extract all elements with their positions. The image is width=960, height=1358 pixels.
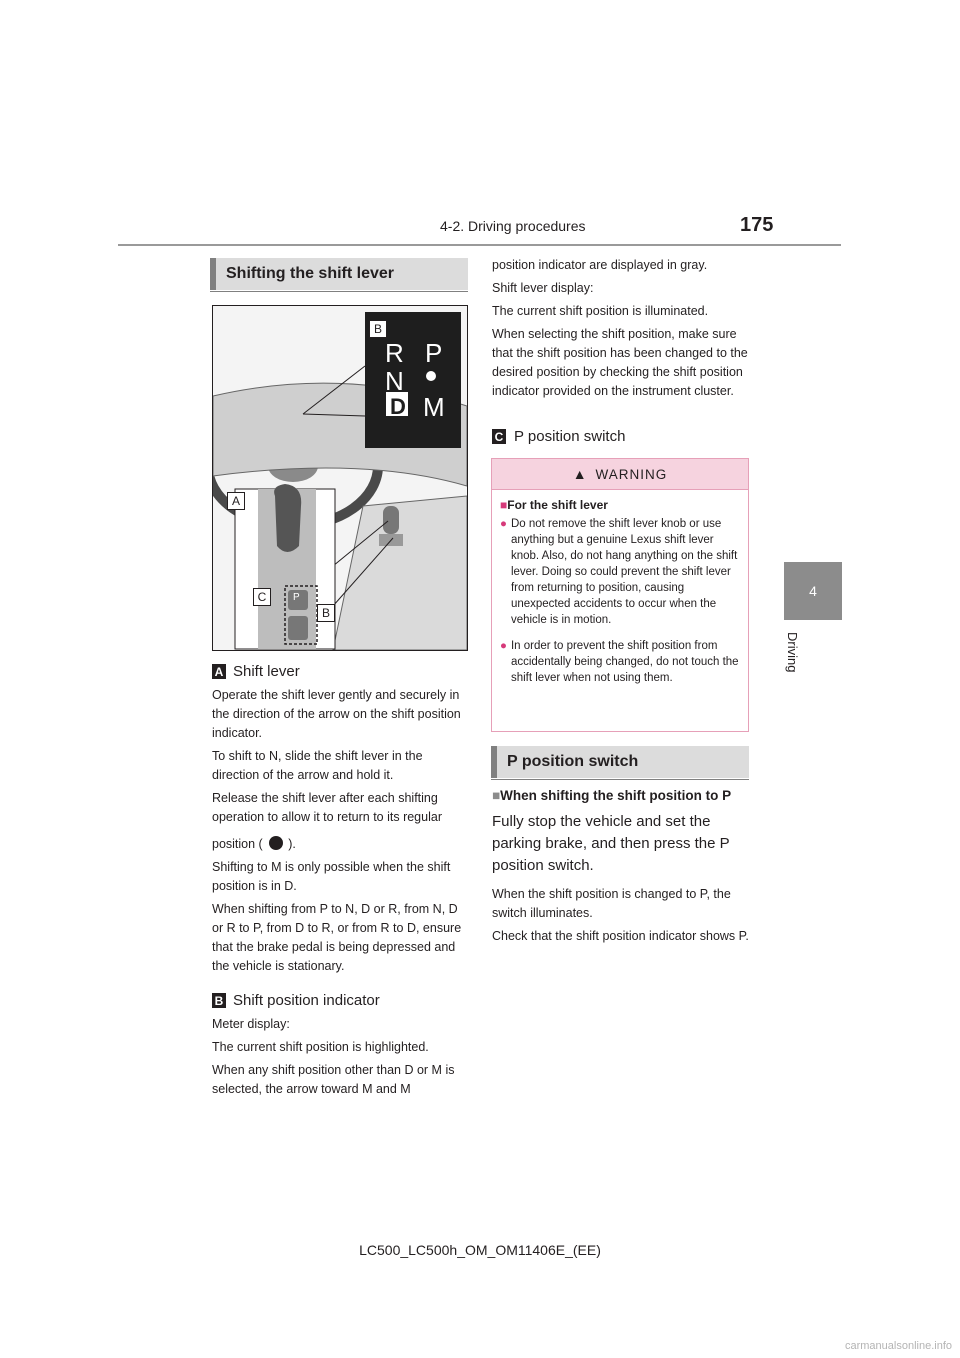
item-shift-lever	[212, 663, 468, 980]
paragraph: The current shift position is highlighted.	[212, 1040, 429, 1054]
display-letter-d: D	[390, 394, 406, 419]
indicator-continued	[492, 256, 750, 405]
lead-text: Fully stop the vehicle and set the parking brake, and then press the P position switch.	[492, 813, 730, 874]
figure-label-a: A	[227, 492, 245, 510]
position-prefix: position (	[212, 837, 263, 851]
warning-title: WARNING	[595, 466, 668, 482]
shift-lever-figure	[212, 305, 468, 651]
paragraph: When shifting from P to N, D or R, from N, D or R to P, from D to R, or from R to D, ensure that the brake pedal is being depressed and the vehicle is stationary.	[212, 902, 462, 973]
paragraph: Operate the shift lever gently and securely in the direction of the arrow on the shift position indicator.	[212, 688, 461, 740]
section-shifting	[210, 258, 468, 292]
paragraph: When selecting the shift position, make sure that the shift position has been changed to the desired position by checking the shift position indicator provided on the instrument cluster.	[492, 327, 748, 398]
paragraph: Meter display:	[212, 1017, 290, 1031]
p-switch-content	[492, 788, 750, 950]
paragraph: When any shift position other than D or M is selected, the arrow toward M and M	[212, 1063, 455, 1096]
bullet-icon: ●	[500, 518, 507, 530]
neutral-dot-icon	[269, 836, 283, 850]
switch-letter-p: P	[293, 592, 300, 603]
display-letter-m: M	[423, 392, 445, 422]
section-rule	[491, 779, 749, 780]
position-suffix: ).	[284, 837, 296, 851]
figure-label-c: C	[253, 588, 271, 606]
square-bullet-icon: ■	[500, 498, 508, 512]
display-letter-p: P	[425, 338, 443, 368]
paragraph	[212, 835, 468, 854]
item-label-a: A	[212, 664, 226, 679]
subheading: ■When shifting the shift position to P	[492, 788, 732, 803]
document-code: LC500_LC500h_OM_OM11406E_(EE)	[359, 1242, 601, 1258]
chapter-label: Driving	[785, 632, 800, 673]
paragraph: When the shift position is changed to P, the switch illuminates.	[492, 887, 731, 920]
warning-box	[491, 458, 749, 732]
paragraph: The current shift position is illuminated.	[492, 304, 709, 318]
item-shift-indicator	[212, 992, 468, 1103]
watermark: carmanualsonline.info	[844, 1340, 952, 1352]
item-title: Shift position indicator	[233, 992, 380, 1009]
warning-header	[492, 459, 748, 490]
paragraph: Shift lever display:	[492, 281, 594, 295]
section-p-switch	[491, 746, 749, 780]
section-rule	[210, 291, 468, 292]
item-label-b: B	[212, 993, 226, 1008]
item-title: Shift lever	[233, 663, 300, 680]
header-rule	[118, 244, 841, 246]
paragraph: Shifting to M is only possible when the shift position is in D.	[212, 860, 451, 893]
paragraph: position indicator are displayed in gray.	[492, 258, 708, 272]
page-number: 175	[740, 214, 774, 236]
chapter-tab: 4	[784, 562, 842, 620]
display-letter-n: N	[385, 366, 404, 396]
figure-label-b: B	[317, 604, 335, 622]
item-label-c: C	[492, 429, 506, 444]
section-title: P position switch	[491, 746, 749, 778]
item-p-switch	[492, 428, 625, 445]
warning-triangle-icon: ▲	[572, 466, 588, 482]
display-letter-r: R	[385, 338, 404, 368]
warning-subheading: ■For the shift lever	[500, 498, 608, 512]
bullet-icon: ●	[500, 640, 507, 652]
warning-item: ● Do not remove the shift lever knob or use anything but a genuine Lexus shift lever knob. Also, do not hang anything on the shift lever. Doing so could prevent the shift lever from returning to position, causing unexpected accidents to occur when the vehicle is in motion.	[500, 518, 738, 626]
warning-item: ● In order to prevent the shift position from accidentally being changed, do not touch the shift lever when not using them.	[500, 640, 739, 684]
paragraph: Check that the shift position indicator shows P.	[492, 929, 749, 943]
section-header: 4-2. Driving procedures	[440, 218, 586, 234]
square-bullet-icon: ■	[492, 788, 501, 803]
paragraph: Release the shift lever after each shifting operation to allow it to return to its regular	[212, 791, 442, 824]
item-title: P position switch	[514, 428, 626, 445]
paragraph: To shift to N, slide the shift lever in the direction of the arrow and hold it.	[212, 749, 423, 782]
figure-label-b-inset: B	[369, 320, 387, 338]
section-title: Shifting the shift lever	[210, 258, 468, 290]
